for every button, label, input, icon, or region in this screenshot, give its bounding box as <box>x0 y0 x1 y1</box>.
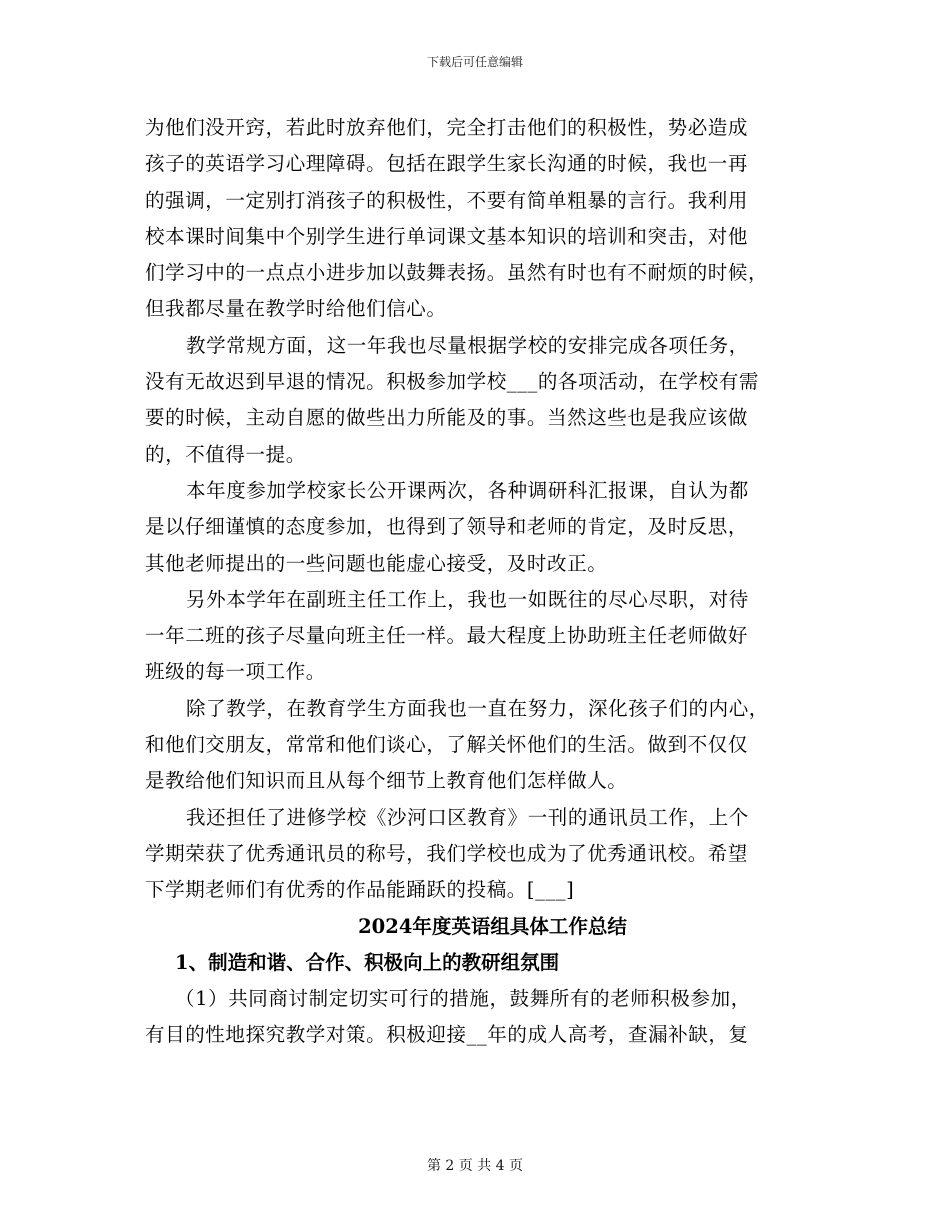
paragraph-line: 除了教学，在教育学生方面我也一直在努力，深化孩子们的内心， <box>186 696 769 720</box>
paragraph-line: 和他们交朋友，常常和他们谈心，了解关怀他们的生活。做到不仅仅 <box>145 733 749 757</box>
paragraph-line: 是以仔细谨慎的态度参加，也得到了领导和老师的肯定，及时反思， <box>145 515 749 539</box>
paragraph-line: 其他老师提出的一些问题也能虚心接受，及时改正。 <box>145 551 608 575</box>
page-header: 下载后可任意编辑 <box>426 55 523 69</box>
paragraph-line: 孩子的英语学习心理障碍。包括在跟学生家长沟通的时候，我也一再 <box>145 152 749 176</box>
section-heading: 1、制造和谐、合作、积极向上的教研组氛围 <box>175 950 560 974</box>
paragraph-line: 要的时候，主动自愿的做些出力所能及的事。当然这些也是我应该做 <box>145 406 749 430</box>
paragraph-line: 班级的每一项工作。 <box>145 660 326 684</box>
paragraph-line: 校本课时间集中个别学生进行单词课文基本知识的培训和突击，对他 <box>145 224 749 248</box>
paragraph-line: 的强调，一定别打消孩子的积极性，不要有简单粗暴的言行。我利用 <box>145 188 749 212</box>
paragraph-line: 我还担任了进修学校《沙河口区教育》一刊的通讯员工作，上个 <box>186 805 749 829</box>
paragraph-line: 本年度参加学校家长公开课两次，各种调研科汇报课，自认为都 <box>186 478 749 502</box>
paragraph-line: 但我都尽量在教学时给他们信心。 <box>145 297 447 321</box>
paragraph-line: 们学习中的一点点小进步加以鼓舞表扬。虽然有时也有不耐烦的时候， <box>145 261 769 285</box>
paragraph-line: 另外本学年在副班主任工作上，我也一如既往的尽心尽职，对待 <box>186 587 749 611</box>
paragraph-line: 下学期老师们有优秀的作品能踊跃的投稿。[___] <box>145 878 575 902</box>
paragraph-line: 有目的性地探究教学对策。积极迎接__年的成人高考，查漏补缺，复 <box>145 1023 749 1047</box>
paragraph-line: 的，不值得一提。 <box>145 442 306 466</box>
paragraph-line: 一年二班的孩子尽量向班主任一样。最大程度上协助班主任老师做好 <box>145 624 749 648</box>
paragraph-line: 教学常规方面，这一年我也尽量根据学校的安排完成各项任务， <box>186 333 749 357</box>
paragraph-line: （1）共同商讨制定切实可行的措施，鼓舞所有的老师积极参加， <box>175 987 751 1011</box>
document-body <box>145 110 810 1054</box>
paragraph-line: 为他们没开窍，若此时放弃他们，完全打击他们的积极性，势必造成 <box>145 116 749 139</box>
page-footer: 第 2 页 共 4 页 <box>426 1158 524 1174</box>
paragraph-line: 没有无故迟到早退的情况。积极参加学校___的各项活动，在学校有需 <box>145 370 759 394</box>
paragraph-line: 是教给他们知识而且从每个细节上教育他们怎样做人。 <box>145 769 628 793</box>
paragraph-line: 学期荣获了优秀通讯员的称号，我们学校也成为了优秀通讯校。希望 <box>145 841 749 865</box>
document-title: 2024年度英语组具体工作总结 <box>358 914 627 938</box>
